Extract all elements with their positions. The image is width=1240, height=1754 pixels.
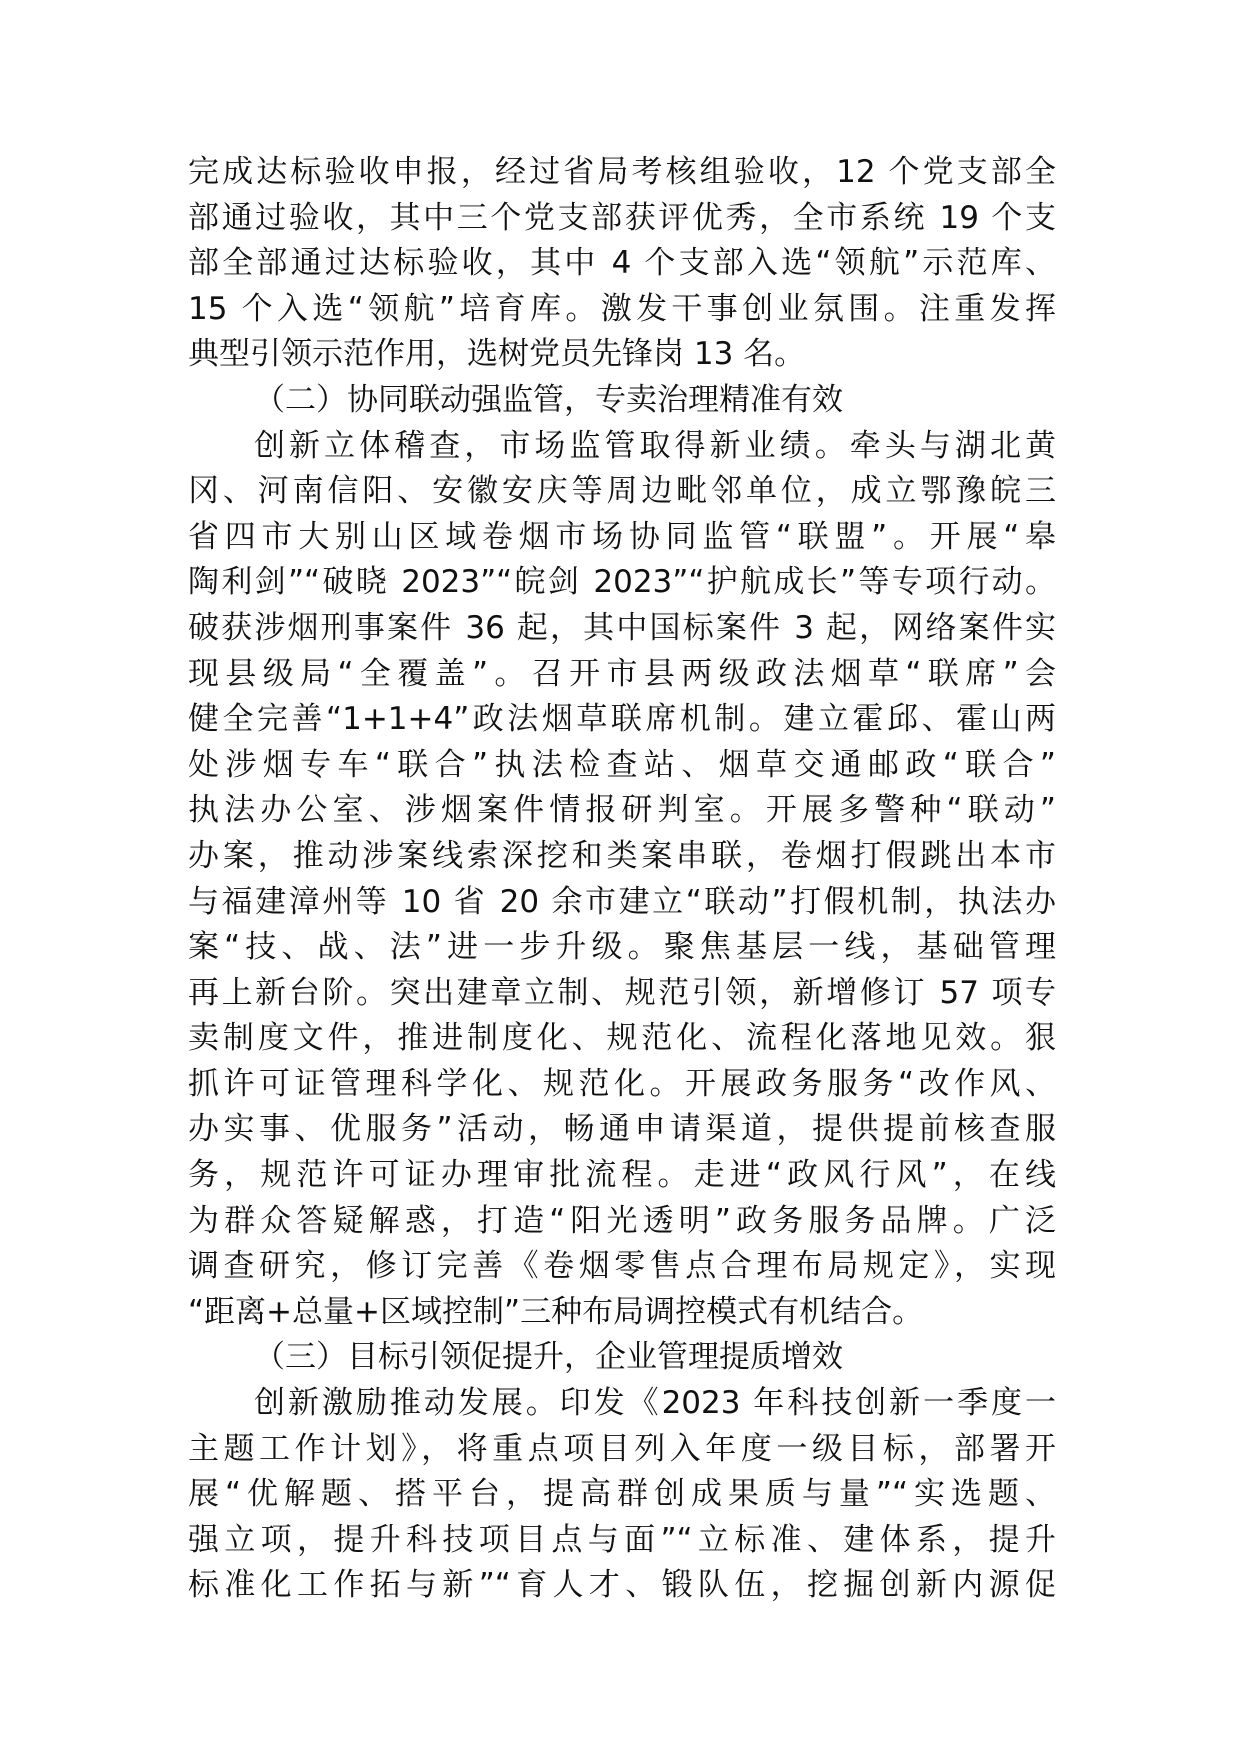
text-line: 处涉烟专车“联合”执法检查站、烟草交通邮政“联合” (188, 746, 1056, 783)
text-line: 标准化工作拓与新”“育人才、锻队伍，挖掘创新内源促 (188, 1567, 1056, 1604)
text-line: 创新激励推动发展。印发《2023 年科技创新一季度一 (254, 1385, 1056, 1422)
text-line: “距离+总量+区域控制”三种布局调控模式有机结合。 (188, 1293, 924, 1330)
text-line: 破获涉烟刑事案件 36 起，其中国标案件 3 起，网络案件实 (188, 609, 1056, 646)
text-line: 创新立体稽查，市场监管取得新业绩。牵头与湖北黄 (254, 427, 1056, 464)
text-line: 部全部通过达标验收，其中 4 个支部入选“领航”示范库、 (188, 245, 1056, 282)
text-line: 15 个入选“领航”培育库。激发干事创业氛围。注重发挥 (188, 290, 1056, 327)
text-line: 为群众答疑解惑，打造“阳光透明”政务服务品牌。广泛 (188, 1202, 1056, 1239)
text-line: 调查研究，修订完善《卷烟零售点合理布局规定》，实现 (188, 1248, 1056, 1285)
text-line: 省四市大别山区域卷烟市场协同监管“联盟”。开展“皋 (188, 518, 1056, 555)
text-line: 案“技、战、法”进一步升级。聚焦基层一线，基础管理 (188, 929, 1056, 966)
text-line: 健全完善“1+1+4”政法烟草联席机制。建立霍邱、霍山两 (188, 701, 1056, 738)
text-line: 办实事、优服务”活动，畅通申请渠道，提供提前核查服 (188, 1111, 1056, 1148)
section-heading: （二）协同联动强监管，专卖治理精准有效 (254, 381, 843, 418)
text-line: 卖制度文件，推进制度化、规范化、流程化落地见效。狠 (188, 1020, 1056, 1057)
text-line: 办案，推动涉案线索深挖和类案串联，卷烟打假跳出本市 (188, 837, 1056, 874)
text-line: 强立项，提升科技项目点与面”“立标准、建体系，提升 (188, 1521, 1056, 1558)
text-line: 陶利剑”“破晓 2023”“皖剑 2023”“护航成长”等专项行动。 (188, 564, 1056, 601)
text-line: 务，规范许可证办理审批流程。走进“政风行风”，在线 (188, 1157, 1056, 1194)
text-line: 抓许可证管理科学化、规范化。开展政务服务“改作风、 (188, 1065, 1056, 1102)
text-line: 典型引领示范作用，选树党员先锋岗 13 名。 (188, 336, 806, 373)
text-line: 再上新台阶。突出建章立制、规范引领，新增修订 57 项专 (188, 974, 1056, 1011)
text-line: 主题工作计划》，将重点项目列入年度一级目标，部署开 (188, 1430, 1056, 1467)
text-line: 执法办公室、涉烟案件情报研判室。开展多警种“联动” (188, 792, 1056, 829)
text-line: 与福建漳州等 10 省 20 余市建立“联动”打假机制，执法办 (188, 883, 1056, 920)
body-text (188, 150, 1056, 1609)
section-heading: （三）目标引领促提升，企业管理提质增效 (254, 1339, 843, 1376)
text-line: 部通过验收，其中三个党支部获评优秀，全市系统 19 个支 (188, 199, 1056, 236)
text-line: 现县级局“全覆盖”。召开市县两级政法烟草“联席”会 (188, 655, 1056, 692)
text-line: 冈、河南信阳、安徽安庆等周边毗邻单位，成立鄂豫皖三 (188, 473, 1056, 510)
text-line: 完成达标验收申报，经过省局考核组验收，12 个党支部全 (188, 154, 1056, 190)
text-line: 展“优解题、搭平台，提高群创成果质与量”“实选题、 (188, 1476, 1056, 1513)
